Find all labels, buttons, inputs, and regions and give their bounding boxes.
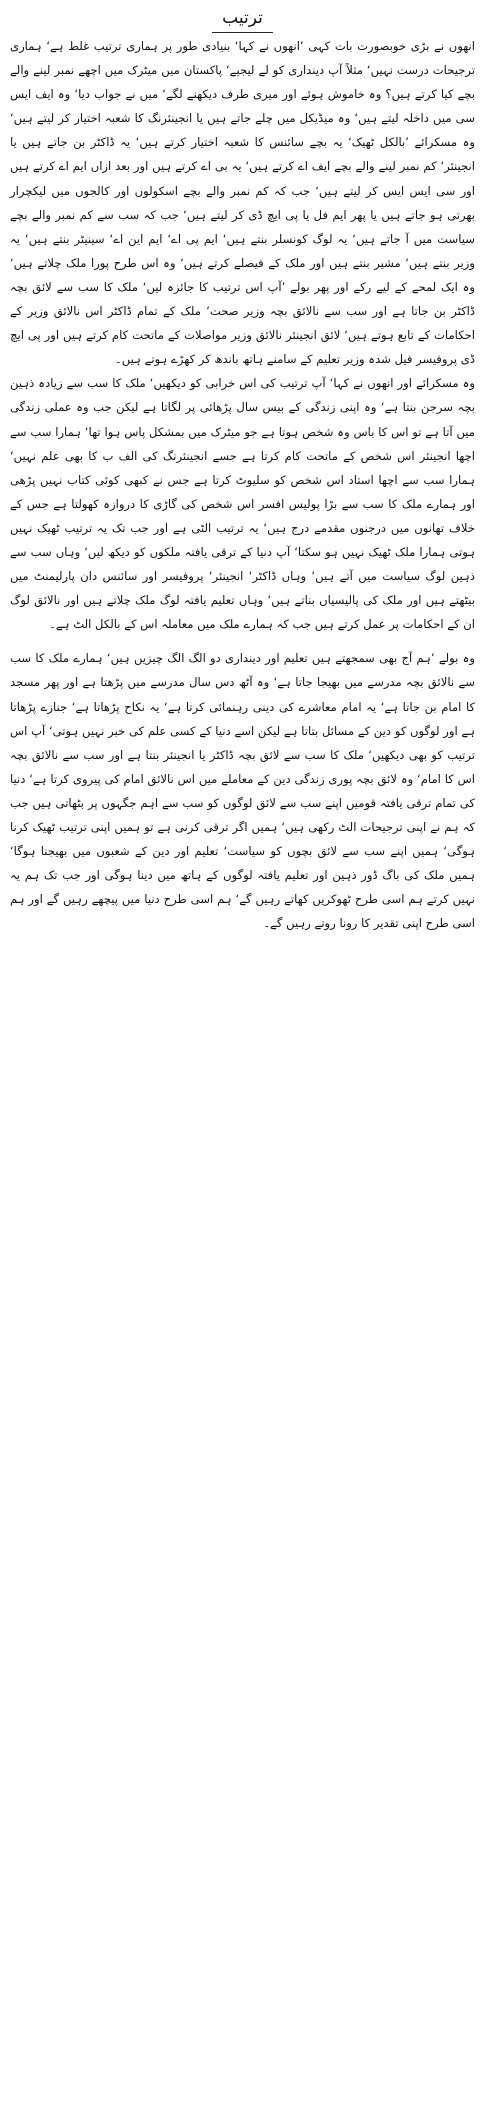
article-paragraph-2: وہ مسکرائے اور انھوں نے کہا‘ آپ ترتیب کی اس خرابی کو دیکھیں‘ ملک کا سب سے زیادہ ذہین بچہ سرجن بنتا ہے‘ وہ اپنی زندگی کے بیس سال پڑھائی پر لگاتا ہے لیکن جب وہ عملی زندگی میں آتا ہے تو اس کا باس وہ شخص ہوتا ہے جو میٹرک میں بمشکل پاس ہوا تھا‘ ہمارا سب سے اچھا انجینئر اس شخص کے ماتحت کام کرتا ہے جسے انجینئرنگ کی الف ب کا بھی علم نہیں‘ ہمارا سب سے اچھا استاد اس شخص کو سلیوٹ کرتا ہے جس نے کبھی کوئی کتاب نہیں پڑھی اور ہمارے ملک کا سب سے بڑا پولیس افسر اس شخص کی گاڑی کا دروازہ کھولتا ہے جس کے خلاف تھانوں میں درجنوں مقدمے درج ہیں‘ یہ ترتیب الٹی ہے اور جب تک یہ ترتیب ٹھیک نہیں ہوتی ہمارا ملک ٹھیک نہیں ہو سکتا‘ آپ دنیا کے ترقی یافتہ ملکوں کو دیکھ لیں‘ وہاں سب سے ذہین لوگ سیاست میں آتے ہیں‘ وہاں ڈاکٹر‘ انجینئر‘ پروفیسر اور سائنس دان پارلیمنٹ میں بیٹھتے ہیں اور ملک کی پالیسیاں بناتے ہیں‘ وہاں تعلیم یافتہ لوگ ملک چلاتے ہیں اور نالائق لوگ ان کے احکامات پر عمل کرتے ہیں جب کہ ہمارے ملک میں معاملہ اس کے بالکل الٹ ہے۔	[10, 376, 475, 632]
article-title: ترتیب	[212, 6, 273, 33]
article-paragraph-1: انھوں نے بڑی خوبصورت بات کہی ’انھوں نے کہا‘ بنیادی طور پر ہماری ترتیب غلط ہے‘ ہماری ترجیحات درست نہیں‘ مثلاً آپ دینداری کو لے لیجیے‘ پاکستان میں میٹرک میں اچھے نمبر لینے والے بچے کیا کرتے ہیں؟ وہ خاموش ہوئے اور میری طرف دیکھنے لگے‘ میں نے جواب دیا‘ وہ ایف ایس سی میں داخلہ لیتے ہیں‘ وہ میڈیکل میں چلے جاتے ہیں یا انجینئرنگ کا شعبہ اختیار کر لیتے ہیں‘ وہ مسکرائے ’بالکل ٹھیک‘ یہ بچے سائنس کا شعبہ اختیار کرتے ہیں‘ یہ ڈاکٹر بن جاتے ہیں یا انجینئر‘ کم نمبر لینے والے بچے ایف اے کرتے ہیں‘ یہ بی اے کرتے ہیں اور بعد ازاں ایم اے کرتے ہیں اور سی ایس ایس کر لیتے ہیں‘ جب کہ کم نمبر والے بچے اسکولوں اور کالجوں میں لیکچرار بھرتی ہو جاتے ہیں یا پھر ایم فل یا پی ایچ ڈی کر لیتے ہیں‘ جب کہ سب سے کم نمبر والے بچے سیاست میں آ جاتے ہیں‘ یہ لوگ کونسلر بنتے ہیں‘ ایم پی اے‘ ایم این اے‘ سینیٹر بنتے ہیں‘ یہ وزیر بنتے ہیں‘ مشیر بنتے ہیں اور ملک کے فیصلے کرتے ہیں‘ وہ اس طرح پورا ملک چلاتے ہیں‘ وہ ایک لمحے کے لیے رکے اور پھر بولے ’آپ اس ترتیب کا جائزہ لیں‘ ملک کا سب سے لائق بچہ ڈاکٹر بن جاتا ہے اور سب سے نالائق بچہ وزیر صحت‘ ملک کے تمام ڈاکٹر اس نالائق وزیر کے احکامات کے تابع ہوتے ہیں‘ لائق انجینئر نالائق وزیر مواصلات کے ماتحت کام کرتے ہیں اور پی ایچ ڈی پروفیسر فیل شدہ وزیر تعلیم کے سامنے ہاتھ باندھ کر کھڑے ہوتے ہیں۔	[10, 39, 475, 367]
article-column	[8, 0, 477, 2112]
article-headline	[8, 0, 477, 34]
paragraph-divider	[8, 636, 477, 646]
article-paragraph-3: وہ بولے ’ہم آج بھی سمجھتے ہیں تعلیم اور دینداری دو الگ الگ چیزیں ہیں‘ ہمارے ملک کا سب سے نالائق بچہ مدرسے میں بھیجا جاتا ہے‘ وہ آٹھ دس سال مدرسے میں پڑھتا ہے اور پھر مسجد کا امام بن جاتا ہے‘ یہ امام معاشرے کی دینی رہنمائی کرتا ہے‘ یہ نکاح پڑھاتا ہے‘ جنازے پڑھاتا ہے اور لوگوں کو دین کے مسائل بتاتا ہے لیکن اسے دنیا کے کسی علم کی خبر نہیں ہوتی‘ آپ اس ترتیب کو بھی دیکھیں‘ ملک کا سب سے لائق بچہ ڈاکٹر یا انجینئر بنتا ہے اور سب سے نالائق بچہ اس کا امام‘ وہ لائق بچہ پوری زندگی دین کے معاملے میں اس نالائق امام کی پیروی کرتا ہے‘ دنیا کی تمام ترقی یافتہ قومیں اپنے سب سے لائق لوگوں کو سب سے اہم جگہوں پر بٹھاتی ہیں جب کہ ہم نے اپنی ترجیحات الٹ رکھی ہیں‘ ہمیں اگر ترقی کرنی ہے تو ہمیں اپنی ترتیب ٹھیک کرنا ہوگی‘ ہمیں اپنے سب سے لائق بچوں کو سیاست‘ تعلیم اور دین کے شعبوں میں بھیجنا ہوگا‘ ہمیں ملک کی باگ ڈور ذہین اور تعلیم یافتہ لوگوں کے ہاتھ میں دینا ہوگی اور جب تک ہم یہ نہیں کرتے ہم اسی طرح ٹھوکریں کھاتے رہیں گے‘ ہم اسی طرح دنیا میں پیچھے رہیں گے اور ہم اسی طرح اپنی تقدیر کا رونا روتے رہیں گے۔	[10, 651, 475, 931]
